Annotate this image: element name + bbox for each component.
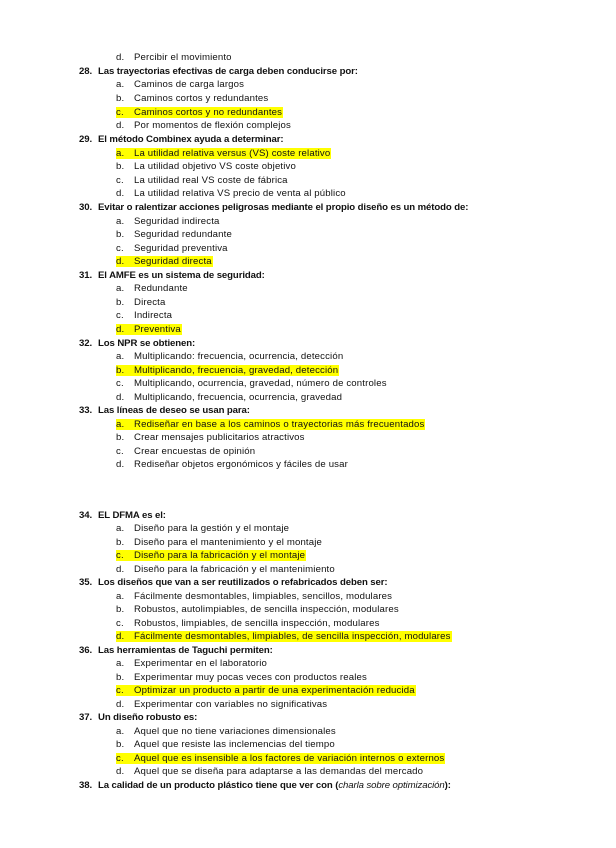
option-text: Crear mensajes publicitarios atractivos	[134, 432, 305, 443]
option-letter: a.	[116, 419, 125, 430]
question-38	[79, 779, 451, 792]
option-text: Aquel que no tiene variaciones dimensionales	[134, 726, 336, 737]
question-number: 35.	[79, 577, 93, 588]
question-number: 33.	[79, 405, 93, 416]
option-28-a	[116, 78, 244, 91]
option-letter: a.	[116, 726, 125, 737]
option-letter: c.	[116, 243, 124, 254]
option-29-d	[116, 187, 346, 200]
option-text: Seguridad indirecta	[134, 216, 220, 227]
option-37-a	[116, 725, 336, 738]
option-32-c	[116, 377, 387, 390]
option-text: Multiplicando, frecuencia, gravedad, detección	[134, 365, 339, 376]
option-text: Caminos cortos y no redundantes	[134, 107, 283, 118]
option-text: Multiplicando, frecuencia, ocurrencia, gravedad	[134, 392, 343, 403]
option-text: Optimizar un producto a partir de una experimentación reducida	[134, 685, 415, 696]
question-text: Un diseño robusto es:	[98, 712, 198, 723]
option-35-d-highlighted	[116, 630, 452, 643]
option-letter: c.	[116, 550, 124, 561]
option-letter: a.	[116, 658, 125, 669]
option-letter: a.	[116, 148, 125, 159]
option-letter: b.	[116, 432, 125, 443]
question-number: 37.	[79, 712, 93, 723]
question-number: 28.	[79, 66, 93, 77]
option-letter: c.	[116, 753, 124, 764]
option-35-b	[116, 603, 399, 616]
option-letter: c.	[116, 446, 124, 457]
option-36-c-highlighted	[116, 684, 416, 697]
option-29-c	[116, 174, 288, 187]
question-37	[79, 711, 197, 724]
option-35-a	[116, 590, 392, 603]
question-31	[79, 269, 265, 282]
option-30-c	[116, 242, 228, 255]
option-text: Diseño para la fabricación y el montaje	[134, 550, 306, 561]
option-text: Rediseñar objetos ergonómicos y fáciles de usar	[134, 459, 348, 470]
question-35	[79, 576, 388, 589]
option-28-b	[116, 92, 268, 105]
option-32-a	[116, 350, 343, 363]
option-text: La utilidad objetivo VS coste objetivo	[134, 161, 296, 172]
question-number: 29.	[79, 134, 93, 145]
option-letter: b.	[116, 365, 125, 376]
question-number: 34.	[79, 510, 93, 521]
option-letter: d.	[116, 766, 125, 777]
question-text: Los diseños que van a ser reutilizados o refabricados deben ser:	[98, 577, 388, 588]
option-letter: d.	[116, 188, 125, 199]
option-33-a-highlighted	[116, 418, 425, 431]
option-letter: a.	[116, 216, 125, 227]
question-text-before: La calidad de un producto plástico tiene que ver con (	[98, 780, 339, 791]
option-letter: d.	[116, 324, 125, 335]
option-letter: b.	[116, 537, 125, 548]
option-28-c-highlighted	[116, 106, 283, 119]
option-text: La utilidad relativa versus (VS) coste relativo	[134, 148, 331, 159]
option-text: Caminos de carga largos	[134, 79, 245, 90]
option-29-a-highlighted	[116, 147, 331, 160]
option-text: Experimentar con variables no significativas	[134, 699, 328, 710]
option-text: Fácilmente desmontables, limpiables, de sencilla inspección, modulares	[134, 631, 451, 642]
option-text: Redundante	[134, 283, 188, 294]
option-letter: d.	[116, 459, 125, 470]
option-letter: d.	[116, 392, 125, 403]
question-text: Las líneas de deseo se usan para:	[98, 405, 250, 416]
question-text-after: ):	[444, 780, 451, 791]
question-36	[79, 644, 273, 657]
option-letter: b.	[116, 739, 125, 750]
question-text-italic: charla sobre optimización	[338, 780, 445, 791]
option-28-d	[116, 119, 291, 132]
option-letter: c.	[116, 618, 124, 629]
option-text: Seguridad preventiva	[134, 243, 228, 254]
option-text: Preventiva	[134, 324, 181, 335]
option-text: Caminos cortos y redundantes	[134, 93, 269, 104]
option-letter: a.	[116, 523, 125, 534]
option-letter: b.	[116, 229, 125, 240]
option-text: Diseño para la fabricación y el mantenimiento	[134, 564, 335, 575]
option-text: Robustos, autolimpiables, de sencilla inspección, modulares	[134, 604, 399, 615]
question-text: Evitar o ralentizar acciones peligrosas mediante el propio diseño es un método de:	[98, 202, 469, 213]
option-text: Experimentar muy pocas veces con productos reales	[134, 672, 367, 683]
option-text: Por momentos de flexión complejos	[134, 120, 291, 131]
option-33-b	[116, 431, 305, 444]
option-30-a	[116, 215, 220, 228]
question-32	[79, 337, 195, 350]
option-36-b	[116, 671, 367, 684]
option-text: Robustos, limpiables, de sencilla inspección, modulares	[134, 618, 380, 629]
option-text: Multiplicando: frecuencia, ocurrencia, detección	[134, 351, 344, 362]
option-34-a	[116, 522, 289, 535]
question-33	[79, 404, 250, 417]
option-text: Seguridad redundante	[134, 229, 232, 240]
option-32-d	[116, 391, 342, 404]
question-number: 32.	[79, 338, 93, 349]
option-text: Diseño para la gestión y el montaje	[134, 523, 290, 534]
option-36-d	[116, 698, 327, 711]
question-text: Las trayectorias efectivas de carga deben conducirse por:	[98, 66, 358, 77]
option-29-b	[116, 160, 296, 173]
option-34-d	[116, 563, 335, 576]
question-28	[79, 65, 358, 78]
option-letter: b.	[116, 604, 125, 615]
question-number: 36.	[79, 645, 93, 656]
question-number: 30.	[79, 202, 93, 213]
option-letter: c.	[116, 107, 124, 118]
option-37-b	[116, 738, 335, 751]
option-letter: d.	[116, 631, 125, 642]
option-34-b	[116, 536, 322, 549]
question-29	[79, 133, 283, 146]
option-34-c-highlighted	[116, 549, 306, 562]
option-text: Fácilmente desmontables, limpiables, sencillos, modulares	[134, 591, 393, 602]
option-text: La utilidad relativa VS precio de venta al público	[134, 188, 346, 199]
option-text: Experimentar en el laboratorio	[134, 658, 268, 669]
question-34	[79, 509, 166, 522]
question-number: 31.	[79, 270, 93, 281]
option-text: Directa	[134, 297, 166, 308]
option-text: Multiplicando, ocurrencia, gravedad, número de controles	[134, 378, 387, 389]
option-text: Indirecta	[134, 310, 173, 321]
option-text: La utilidad real VS coste de fábrica	[134, 175, 288, 186]
option-32-b-highlighted	[116, 364, 339, 377]
option-33-d	[116, 458, 348, 471]
option-text: Aquel que resiste las inclemencias del tiempo	[134, 739, 335, 750]
question-number: 38.	[79, 780, 93, 791]
option-text: Percibir el movimiento	[134, 52, 232, 63]
question-text: EL DFMA es el:	[98, 510, 166, 521]
option-text: Rediseñar en base a los caminos o trayectorias más frecuentados	[134, 419, 425, 430]
option-letter: d.	[116, 256, 125, 267]
option-letter: b.	[116, 161, 125, 172]
option-30-b	[116, 228, 232, 241]
option-33-c	[116, 445, 255, 458]
option-letter: c.	[116, 175, 124, 186]
option-letter: c.	[116, 378, 124, 389]
option-letter: b.	[116, 297, 125, 308]
option-letter: a.	[116, 351, 125, 362]
option-letter: a.	[116, 591, 125, 602]
option-letter: d.	[116, 564, 125, 575]
option-letter: d.	[116, 120, 125, 131]
option-letter: d.	[116, 52, 125, 63]
option-27-d	[116, 51, 232, 64]
option-37-d	[116, 765, 423, 778]
option-37-c-highlighted	[116, 752, 445, 765]
option-text: Aquel que es insensible a los factores de variación internos o externos	[134, 753, 445, 764]
question-text: Las herramientas de Taguchi permiten:	[98, 645, 273, 656]
option-letter: b.	[116, 93, 125, 104]
option-35-c	[116, 617, 380, 630]
question-text: El AMFE es un sistema de seguridad:	[98, 270, 265, 281]
option-text: Crear encuestas de opinión	[134, 446, 256, 457]
option-31-d-highlighted	[116, 323, 182, 336]
option-30-d-highlighted	[116, 255, 213, 268]
option-36-a	[116, 657, 267, 670]
option-letter: d.	[116, 699, 125, 710]
option-31-b	[116, 296, 165, 309]
option-31-a	[116, 282, 188, 295]
question-text: Los NPR se obtienen:	[98, 338, 196, 349]
option-31-c	[116, 309, 172, 322]
option-letter: a.	[116, 79, 125, 90]
option-text: Diseño para el mantenimiento y el montaje	[134, 537, 322, 548]
question-text: El método Combinex ayuda a determinar:	[98, 134, 284, 145]
option-text: Aquel que se diseña para adaptarse a las demandas del mercado	[134, 766, 424, 777]
option-letter: a.	[116, 283, 125, 294]
question-30	[79, 201, 468, 214]
option-text: Seguridad directa	[134, 256, 212, 267]
option-letter: c.	[116, 310, 124, 321]
option-letter: c.	[116, 685, 124, 696]
option-letter: b.	[116, 672, 125, 683]
